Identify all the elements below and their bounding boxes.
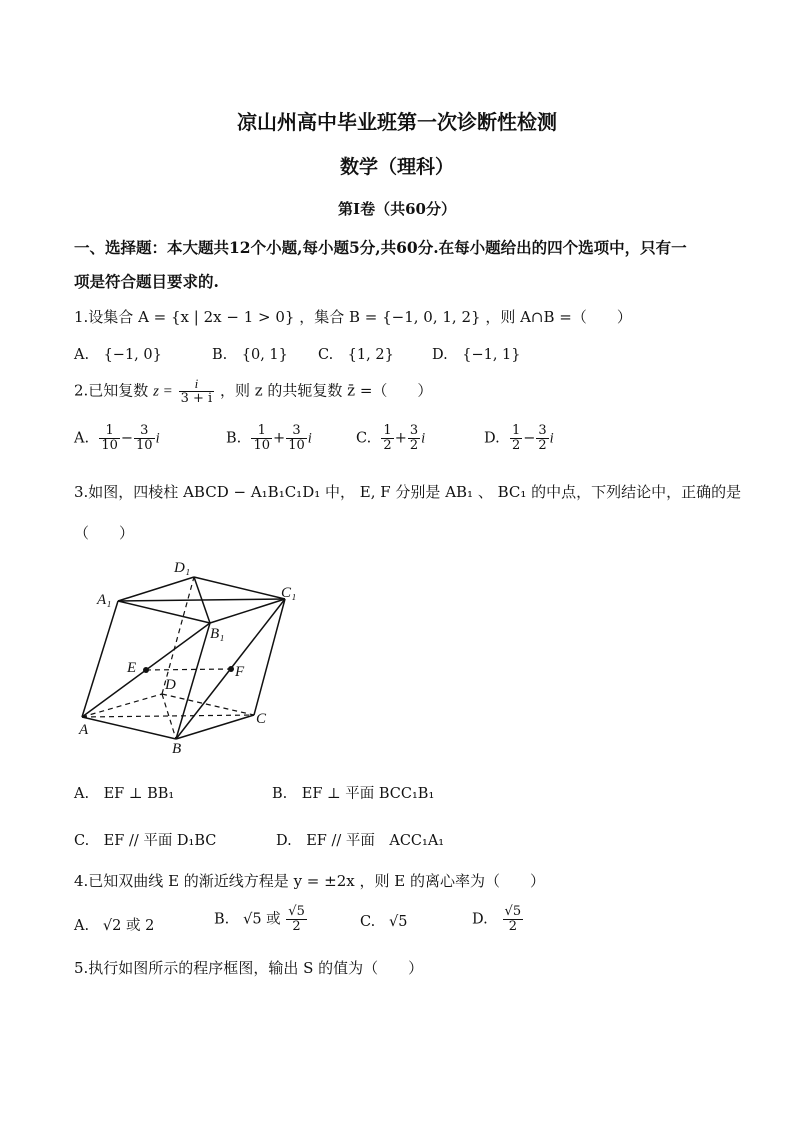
q2-option-a — [74, 424, 160, 453]
edge-a1-b1 — [118, 601, 210, 623]
q2-opt-frac2 — [536, 424, 548, 453]
q3-option-a: A. EF ⊥ BB₁ — [74, 786, 175, 802]
q4-option-a-body: √2 或 2 — [102, 918, 155, 934]
question-4: 4.已知双曲线 E 的渐近线方程是 y = ±2x ，则 E 的离心率为（ ） — [74, 872, 545, 890]
q3-option-c: C. EF // 平面 D₁BC — [74, 833, 217, 849]
exam-part: 第Ⅰ卷（共60分） — [338, 200, 456, 218]
q2-z-eq: z = — [153, 383, 173, 400]
label-d: D — [165, 677, 176, 693]
q2-opt-num2: 3 — [286, 424, 307, 439]
q2-opt-den2: 2 — [409, 438, 419, 453]
edge-c-c1 — [254, 599, 285, 715]
q2-option-d — [484, 424, 554, 453]
q4-option-b-label: B. — [214, 911, 230, 928]
label-d1: D₁ — [174, 560, 191, 576]
q4-option-a-label: A. — [74, 918, 90, 934]
q4-option-a — [74, 914, 154, 935]
q2-opt-den: 10 — [101, 438, 118, 453]
q2-opt-op: − — [523, 430, 536, 447]
point-f — [228, 666, 234, 672]
exam-subject: 数学（理科） — [339, 156, 454, 178]
q2-opt-num: 1 — [251, 424, 272, 439]
q2-opt-label: C. — [356, 430, 372, 447]
q2-opt-tail: i — [549, 430, 554, 447]
q2-opt-label: D. — [484, 430, 500, 447]
q4-option-d-num: √5 — [504, 904, 522, 919]
label-c1: C₁ — [281, 585, 297, 601]
label-b1: B₁ — [210, 626, 225, 642]
q2-opt-frac1 — [510, 424, 522, 453]
q4-option-c-label: C. — [360, 914, 376, 930]
edge-b-b1 — [176, 623, 210, 739]
q2-opt-den2: 10 — [288, 438, 305, 453]
hidden-e-f — [146, 669, 231, 670]
q2-fraction — [179, 377, 215, 406]
q2-opt-frac2 — [286, 424, 307, 453]
label-a1: A₁ — [97, 592, 112, 608]
q2-opt-num2: 3 — [538, 423, 547, 438]
prism-figure — [70, 552, 310, 762]
question-3-line2: （ ） — [74, 524, 135, 542]
edge-b-c — [176, 715, 254, 739]
q2-suffix: ，则 z 的共轭复数 z̄ =（ ） — [219, 381, 433, 400]
q4-option-c — [360, 914, 407, 930]
q2-frac-den: 3 + i — [180, 391, 213, 406]
q2-opt-den2: 2 — [538, 438, 547, 453]
q1-option-d: D. {−1, 1} — [432, 347, 521, 363]
q3-option-b: B. EF ⊥ 平面 BCC₁B₁ — [272, 786, 435, 802]
section-heading-line2: 项是符合题目要求的. — [74, 272, 219, 291]
q4-option-b — [214, 905, 308, 934]
q2-opt-tail: i — [155, 430, 160, 447]
q2-opt-op: + — [273, 430, 286, 447]
q2-opt-num: 1 — [99, 424, 120, 439]
q4-option-d-den: 2 — [508, 919, 517, 934]
edge-a1-d1 — [118, 577, 194, 601]
q4-option-d-frac — [503, 905, 524, 934]
edge-b1-c1 — [210, 599, 285, 623]
q1-option-c: C. {1, 2} — [318, 347, 394, 363]
q1-option-b: B. {0, 1} — [212, 347, 288, 363]
q2-opt-label: A. — [74, 430, 90, 447]
q2-opt-den2: 10 — [136, 438, 153, 453]
q2-opt-num: 1 — [383, 423, 392, 438]
q2-opt-label: B. — [226, 430, 242, 447]
label-a: A — [79, 722, 89, 738]
q2-opt-num: 1 — [511, 423, 521, 438]
q2-opt-frac1 — [251, 424, 272, 453]
question-2 — [74, 377, 432, 406]
question-3-line1: 3.如图，四棱柱 ABCD − A₁B₁C₁D₁ 中， E, F 分别是 AB₁ 、 BC₁ 的中点，下列结论中，正确的是 — [74, 483, 742, 501]
q3-option-d: D. EF // 平面 ACC₁A₁ — [276, 833, 445, 849]
edge-a-a1 — [82, 601, 118, 717]
label-e: E — [127, 660, 137, 676]
point-e — [143, 667, 149, 673]
q2-opt-frac1 — [381, 424, 393, 453]
q2-opt-den: 2 — [383, 438, 392, 453]
q2-opt-den: 2 — [511, 438, 521, 453]
q2-option-b — [226, 424, 312, 453]
q4-option-b-num: √5 — [288, 904, 305, 919]
question-5: 5.执行如图所示的程序框图，输出 S 的值为（ ） — [74, 959, 424, 977]
question-1: 1.设集合 A = {x | 2x − 1 > 0} ，集合 B = {−1, 0, 1, 2} ，则 A∩B =（ ） — [74, 308, 632, 326]
q2-opt-frac2 — [134, 424, 155, 453]
label-b: B — [172, 741, 182, 757]
q2-opt-tail: i — [421, 430, 426, 447]
label-c: C — [256, 711, 267, 727]
q4-option-b-den: 2 — [292, 919, 301, 934]
q4-option-b-frac — [286, 905, 307, 934]
exam-title: 凉山州高中毕业班第一次诊断性检测 — [237, 110, 557, 134]
section-heading-line1: 一、选择题：本大题共12个小题,每小题5分,共60分.在每小题给出的四个选项中，只有一 — [74, 238, 687, 257]
q2-opt-den: 10 — [253, 438, 271, 453]
q4-option-d — [472, 905, 524, 934]
q4-option-c-body: √5 — [389, 914, 408, 930]
label-f: F — [235, 664, 245, 680]
q2-opt-num2: 3 — [409, 423, 419, 438]
edge-a-b — [82, 717, 176, 739]
q2-prefix: 2.已知复数 — [74, 381, 149, 400]
q4-option-b-pre: √5 或 — [243, 911, 281, 928]
q2-opt-num2: 3 — [134, 424, 155, 439]
edge-d1-c1 — [194, 577, 285, 599]
q2-option-c — [356, 424, 425, 453]
q2-opt-op: − — [120, 430, 134, 447]
q2-opt-tail: i — [307, 430, 312, 447]
q2-opt-frac2 — [408, 424, 420, 453]
q4-option-d-label: D. — [472, 911, 488, 928]
q1-option-a: A. {−1, 0} — [74, 347, 162, 363]
q2-frac-num: i — [179, 377, 215, 392]
hidden-a-d — [82, 694, 162, 717]
q2-opt-op: + — [394, 430, 407, 447]
q2-opt-frac1 — [99, 424, 120, 453]
